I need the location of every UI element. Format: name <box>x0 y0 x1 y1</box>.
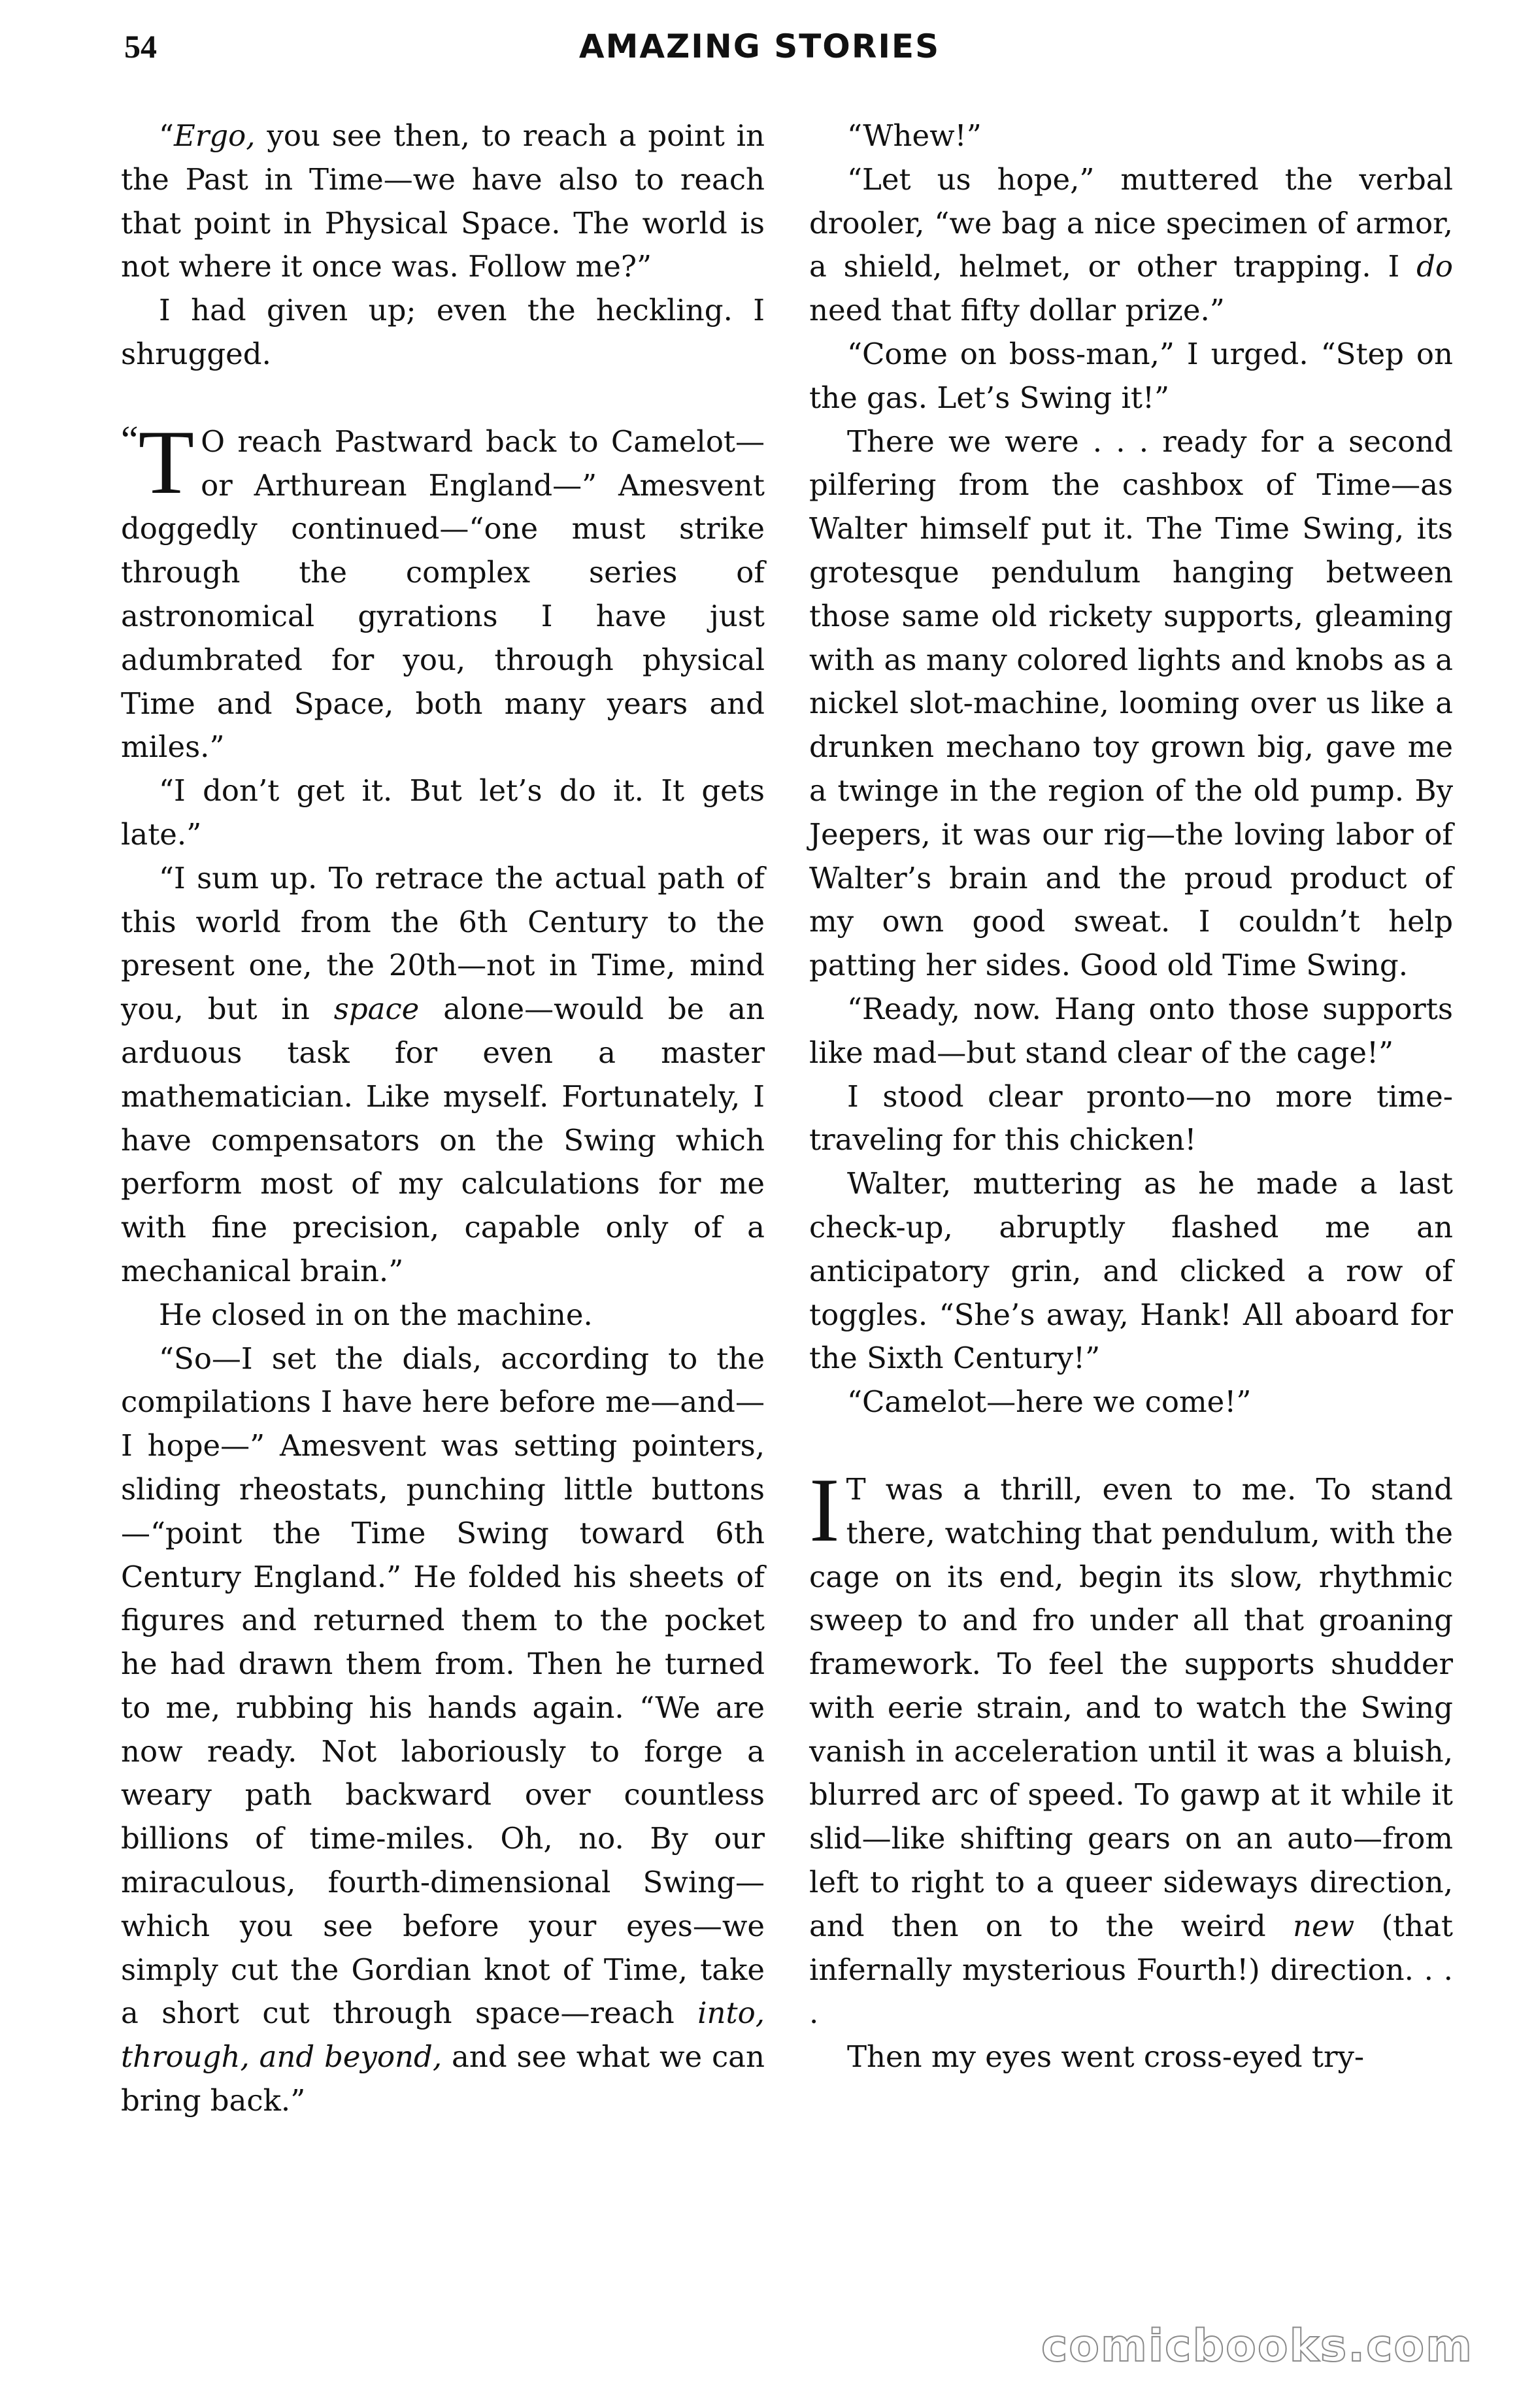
drop-cap <box>809 1459 846 1561</box>
italic-text: Ergo, <box>174 118 256 153</box>
paragraph: Walter, muttering as he made a last check-up, abruptly flashed me an anticipatory grin, and clicked a row of toggles. “She’s away, Hank! All aboard for the Sixth Century!” <box>809 1166 1453 1376</box>
italic-text: do <box>1416 249 1453 284</box>
paragraph: “Whew!” <box>847 118 982 153</box>
text-run: “I sum up. To retrace the actual path of this world from the 6th Century to the present one, the 20th—not in Time, mind you, but in <box>121 860 765 1027</box>
section-opening-paragraph <box>121 411 765 769</box>
text-run: need that fifty dollar prize.” <box>809 293 1225 328</box>
paragraph: I had given up; even the heckling. I shrugged. <box>121 293 765 371</box>
text-run: “So—I set the dials, according to the compilations I have here before me—and—I hope—” Amesvent was setting pointers, sliding rheostats, punching little buttons—“point the Time Swing toward 6th Century England.” He folded his sheets of figures and returned them to the pocket he had drawn them from. Then he turned to me, rubbing his hands again. “We are now ready. Not laboriously to forge a weary path backward over countless billions of time-miles. Oh, no. By our miraculous, fourth-dimensional Swing—which you see before your eyes—we simply cut the Gordian knot of Time, take a short cut through space—reach <box>121 1341 765 2031</box>
text-run: you see then, to reach a point in the Past in Time—we have also to reach that point in Physical Space. The world is not where it once was. Follow me?” <box>121 118 765 284</box>
text-run: (that infernally mysterious Fourth!) direction. . . . <box>809 1908 1453 2031</box>
italic-text: new <box>1293 1908 1355 1943</box>
section-opening-paragraph <box>809 1459 1453 2035</box>
drop-cap <box>121 411 201 513</box>
italic-text: into, through, and beyond, <box>121 1996 765 2075</box>
text-run: “Let us hope,” muttered the verbal drooler, “we bag a nice specimen of armor, a shield, helmet, or other trapping. I <box>809 161 1453 284</box>
paragraph: “Camelot—here we come!” <box>847 1384 1252 1420</box>
left-column <box>121 114 765 2123</box>
page-header <box>0 27 1519 86</box>
paragraph <box>809 158 1453 333</box>
page-number: 54 <box>124 28 157 65</box>
paragraph: “I don’t get it. But let’s do it. It gets late.” <box>121 773 765 852</box>
running-head: AMAZING STORIES <box>578 27 941 65</box>
paragraph <box>121 114 765 289</box>
drop-cap-letter: I <box>809 1459 840 1561</box>
drop-cap-quote: “ <box>121 418 139 461</box>
watermark: comicbooks.com <box>1041 2320 1473 2372</box>
drop-cap-letter: T <box>138 411 195 513</box>
text-run: T was a thrill, even to me. To stand there, watching that pendulum, with the cage on its end, begin its slow, rhythmic sweep to and fro under all that groaning framework. To feel the supports shudder with eerie strain, and to watch the Swing vanish in acceleration until it was a bluish, blurred arc of speed. To gawp at it while it slid—like shifting gears on an auto—from left to right to a queer sideways direction, and then on to the weird <box>809 1471 1453 1943</box>
paragraph <box>121 857 765 1294</box>
paragraph: “Ready, now. Hang onto those supports like mad—but stand clear of the cage!” <box>809 991 1453 1070</box>
paragraph: There we were . . . ready for a second pilfering from the cashbox of Time—as Walter himself put it. The Time Swing, its grotesque pendulum hanging between those same old rickety supports, gleaming with as many colored lights and knobs as a nickel slot-machine, looming over us like a drunken mechano toy grown big, gave me a twinge in the region of the old pump. By Jeepers, it was our rig—the loving labor of Walter’s brain and the proud product of my own good sweat. I couldn’t help patting her sides. Good old Time Swing. <box>809 424 1453 983</box>
paragraph: He closed in on the machine. <box>159 1297 593 1332</box>
text-run: and see what we can bring back.” <box>121 2039 765 2118</box>
paragraph: “Come on boss-man,” I urged. “Step on the gas. Let’s Swing it!” <box>809 336 1453 415</box>
text-run: O reach Pastward back to Camelot—or Arthurean England—” Amesvent doggedly continued—“one must strike through the complex series of astronomical gyrations I have just adumbrated for you, through physical Time and Space, both many years and miles.” <box>121 424 765 765</box>
paragraph <box>121 1337 765 2123</box>
text-run: alone—would be an arduous task for even a master mathematician. Like myself. Fortunately, I have compensators on the Swing which perform most of my calculations for me with fine precision, capable only of a mechanical brain.” <box>121 992 765 1288</box>
italic-text: space <box>333 992 420 1027</box>
right-column <box>809 114 1453 2079</box>
text-run: “ <box>159 118 175 153</box>
paragraph: I stood clear pronto—no more time-traveling for this chicken! <box>809 1079 1453 1158</box>
paragraph: Then my eyes went cross-eyed try- <box>847 2039 1365 2075</box>
